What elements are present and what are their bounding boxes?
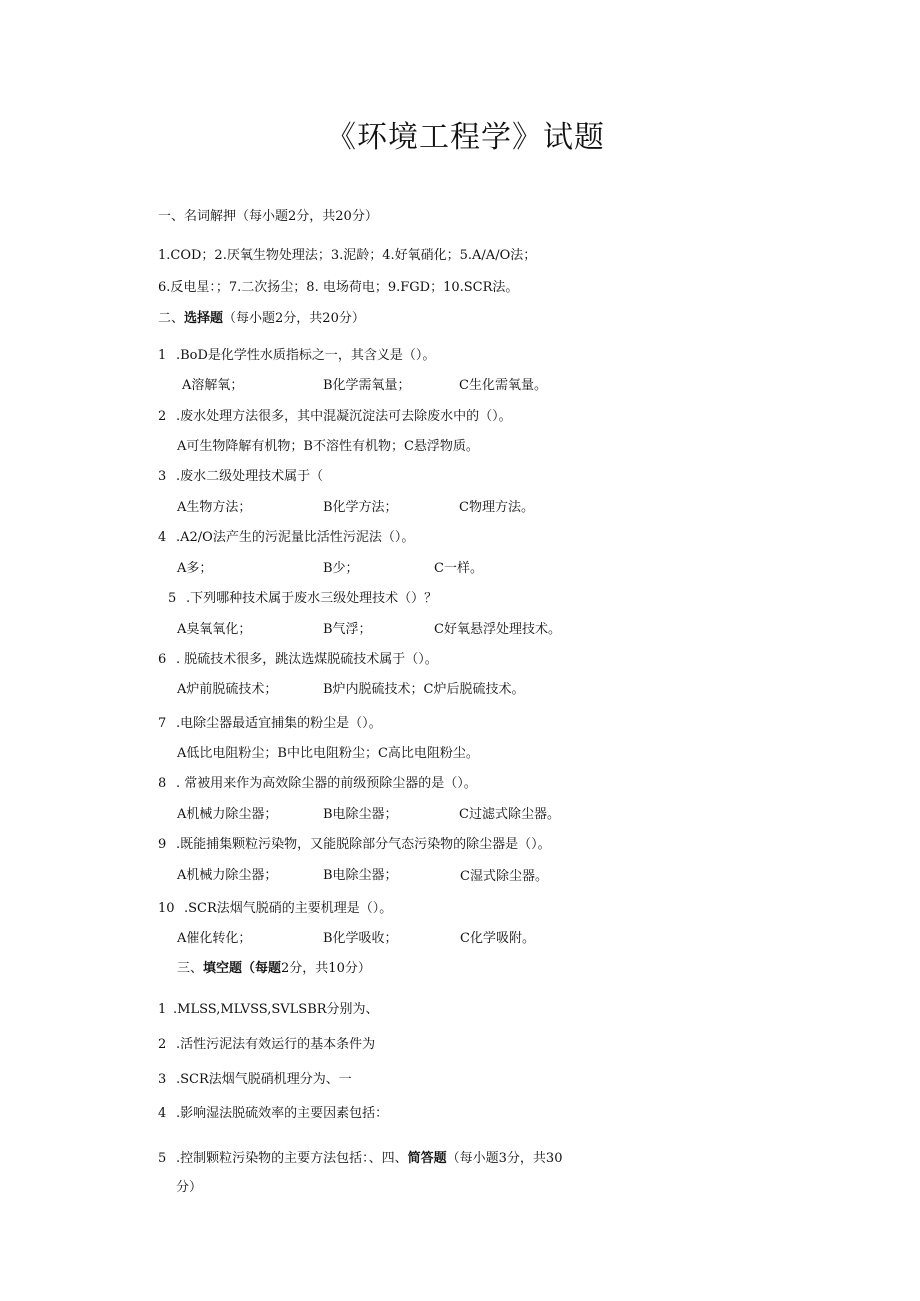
question-4-text: .A2/O法产生的污泥量比活性污泥法（）。 — [176, 530, 415, 545]
question-5-option-a: A臭氧氧化； — [177, 622, 252, 637]
fill-3-number: 3 — [158, 1072, 167, 1087]
question-10-option-b: B化学吸收； — [323, 931, 398, 946]
section-2-heading — [158, 311, 365, 327]
question-4-option-c: C一样。 — [434, 561, 483, 576]
section-2-prefix: 二、 — [158, 311, 185, 326]
fill-1-text: .MLSS,MLVSS,SVLSBR分别为、 — [173, 1002, 379, 1017]
question-5-number: 5 — [168, 591, 177, 606]
question-9-option-b: B电除尘器； — [323, 868, 398, 883]
question-1-option-c: C生化需氧量。 — [459, 378, 547, 393]
fill-4-number: 4 — [158, 1106, 167, 1121]
question-9-number: 9 — [158, 837, 167, 852]
question-8-number: 8 — [158, 776, 167, 791]
question-1-number: 1 — [158, 348, 167, 363]
question-6-text: . 脱硫技术很多，跳汰选煤脱硫技术属于（）。 — [176, 652, 438, 667]
question-1-text: .BoD是化学性水质指标之一，其含义是（）。 — [176, 348, 436, 363]
question-3-option-b: B化学方法； — [323, 500, 398, 515]
question-7-number: 7 — [158, 716, 167, 731]
question-8-option-a: A机械力除尘器； — [177, 807, 278, 822]
question-5-option-b: B气浮； — [323, 622, 372, 637]
fill-2-text: .活性污泥法有效运行的基本条件为 — [176, 1037, 376, 1052]
question-8-option-b: B电除尘器； — [323, 807, 398, 822]
section-2-suffix: （每小题2分，共20分） — [223, 311, 365, 326]
fill-5-line — [176, 1151, 562, 1167]
section-3-title: 填空题（每题 — [203, 961, 282, 976]
question-6-option-bc: B炉内脱硫技术；C炉后脱硫技术。 — [323, 682, 525, 697]
question-9-option-c: C湿式除尘器。 — [460, 869, 548, 884]
question-5-option-c: C好氧悬浮处理技术。 — [434, 622, 561, 637]
page-title: 《环境工程学》试题 — [326, 120, 605, 155]
question-10-option-a: A催化转化； — [177, 931, 252, 946]
section-4-suffix-cont: 分） — [176, 1180, 203, 1195]
fill-5-number: 5 — [158, 1151, 167, 1166]
fill-3-text: .SCR法烟气脱硝机理分为、一 — [176, 1072, 352, 1087]
question-10-option-c: C化学吸附。 — [460, 931, 535, 946]
question-7-text: .电除尘器最适宜捕集的粉尘是（）。 — [176, 716, 382, 731]
question-4-option-b: B少； — [323, 561, 359, 576]
section-4-title: 简答题 — [407, 1151, 447, 1166]
question-2-options: A可生物降解有机物；B不溶性有机物；C悬浮物质。 — [177, 439, 479, 454]
question-9-option-a: A机械力除尘器； — [177, 868, 278, 883]
question-4-number: 4 — [158, 530, 167, 545]
question-4-option-a: A多； — [177, 561, 213, 576]
question-1-option-b: B化学需氧量； — [323, 378, 411, 393]
question-6-number: 6 — [158, 652, 167, 667]
section-1-heading: 一、名词解押（每小题2分，共20分） — [158, 209, 378, 224]
question-3-number: 3 — [158, 469, 167, 484]
question-5-text: .下列哪种技术属于废水三级处理技术（）？ — [186, 591, 438, 606]
section-3-heading — [177, 961, 371, 977]
section-2-title: 选择题 — [184, 311, 224, 326]
question-7-options: A低比电阻粉尘；B中比电阻粉尘；C高比电阻粉尘。 — [177, 746, 479, 761]
question-10-number: 10 — [158, 901, 175, 916]
question-3-text: .废水二级处理技术属于（ — [176, 469, 324, 484]
question-3-option-a: A生物方法； — [177, 500, 252, 515]
question-8-text: . 常被用来作为高效除尘器的前级预除尘器的是（）。 — [176, 776, 477, 791]
question-8-option-c: C过滤式除尘器。 — [459, 807, 560, 822]
question-6-option-a: A炉前脱硫技术； — [177, 682, 278, 697]
section-1-line-2: 6.反电星：；7.二次扬尘；8. 电场荷电；9.FGD；10.SCR法。 — [158, 280, 519, 295]
question-10-text: .SCR法烟气脱硝的主要机理是（）。 — [184, 901, 393, 916]
section-4-suffix: （每小题3分，共30 — [446, 1151, 563, 1166]
section-3-prefix: 三、 — [177, 961, 204, 976]
question-1-option-a: A溶解氧； — [182, 378, 244, 393]
section-1-line-1: 1.COD；2.厌氧生物处理法；3.泥龄；4.好氧硝化；5.A/A/O法； — [158, 248, 537, 263]
fill-4-text: .影响湿法脱硫效率的主要因素包括： — [176, 1106, 389, 1121]
question-3-option-c: C物理方法。 — [459, 500, 534, 515]
fill-5-text: .控制颗粒污染物的主要方法包括：、四、 — [176, 1151, 408, 1166]
question-2-text: .废水处理方法很多，其中混凝沉淀法可去除废水中的（）。 — [176, 409, 512, 424]
section-3-suffix: 2分，共10分） — [281, 961, 371, 976]
fill-2-number: 2 — [158, 1037, 167, 1052]
question-2-number: 2 — [158, 409, 167, 424]
fill-1-number: 1 — [158, 1002, 167, 1017]
question-9-text: .既能捕集颗粒污染物，又能脱除部分气态污染物的除尘器是（）。 — [176, 837, 551, 852]
